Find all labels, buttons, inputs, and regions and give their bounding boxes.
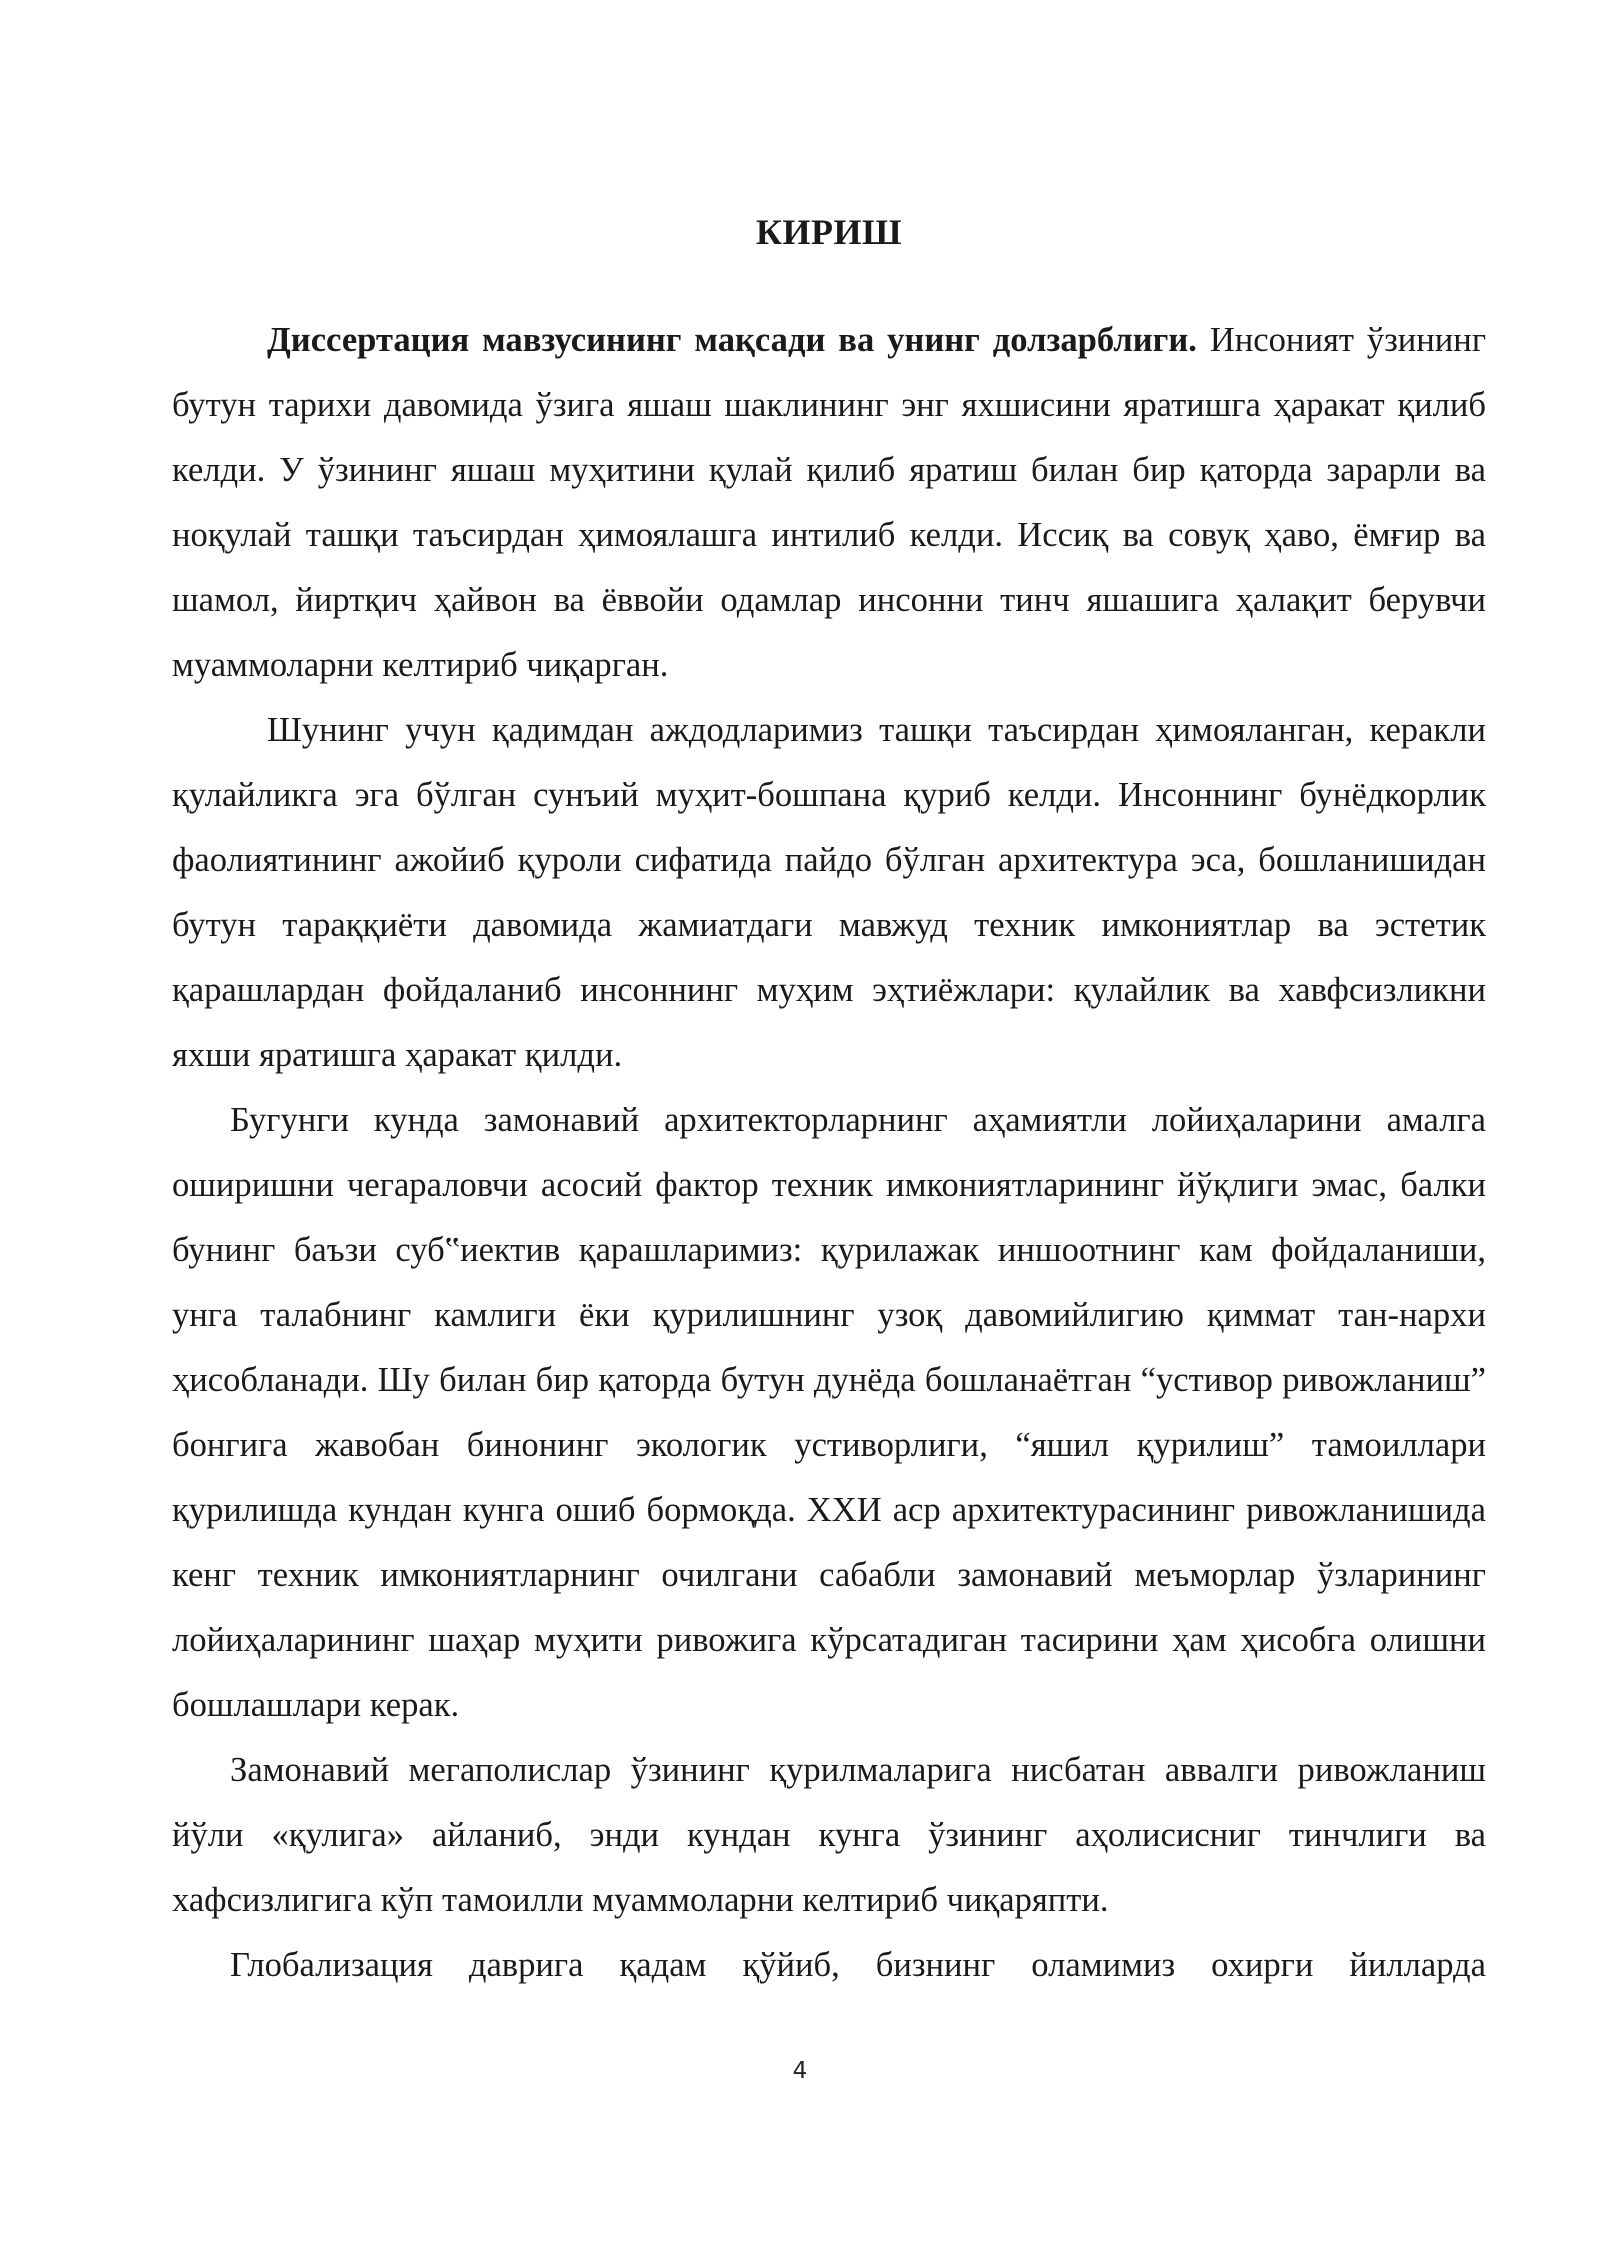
page-title: КИРИШ [755,212,903,252]
document-body [172,208,1486,1998]
page-number: 4 [792,2058,808,2084]
paragraph-1-lead: Диссертация мавзусининг мақсади ва унинг долзарблиги. [267,321,1197,359]
paragraph-2: Шунинг учун қадимдан аждодларимиз ташқи таъсирдан ҳимояланган, керакли қулайликга эга бўлган сунъий муҳит-бошпана қуриб келди. Инсоннинг бунёдкорлик фаолиятининг ажойиб қуроли сифатида пайдо бўлган архитектура эса, бошланишидан бутун тараққиёти давомида жамиатдаги мавжуд техник имкониятлар ва эстетик қарашлардан фойдаланиб инсоннинг муҳим эҳтиёжлари: қулайлик ва хавфсизликни яхши яратишга ҳаракат қилди. [172,711,1486,1074]
paragraph-5: Глобализация даврига қадам қўйиб, бизнинг оламимиз охирги йилларда [230,1946,1486,1984]
paragraph-1 [172,308,1486,698]
paragraph-4: Замонавий мегаполислар ўзининг қурилмаларига нисбатан аввалги ривожланиш йўли «қулига» айланиб, энди кундан кунга ўзининг аҳолисисниг тинчлиги ва хафсизлигига кўп тамоилли муаммоларни келтириб чиқаряпти. [172,1751,1486,1919]
paragraph-1-text: Инсоният ўзининг бутун тарихи давомида ўзига яшаш шаклининг энг яхшисини яратишга ҳаракат қилиб келди. У ўзининг яшаш муҳитини қулай қилиб яратиш билан бир қаторда зарарли ва ноқулай ташқи таъсирдан ҳимоялашга интилиб келди. Иссиқ ва совуқ ҳаво, ёмғир ва шамол, йиртқич ҳайвон ва ёввойи одамлар инсонни тинч яшашига ҳалақит берувчи муаммоларни келтириб чиқарган. [172,321,1486,684]
paragraph-3: Бугунги кунда замонавий архитекторларнинг аҳамиятли лойиҳаларини амалга оширишни чегараловчи асосий фактор техник имкониятларининг йўқлиги эмас, балки бунинг баъзи суб‟иектив қарашларимиз: қурилажак иншоотнинг кам фойдаланиши, унга талабнинг камлиги ёки қурилишнинг узоқ давомийлигию қиммат тан-нархи ҳисобланади. Шу билан бир қаторда бутун дунёда бошланаётган “устивор ривожланиш” бонгига жавобан бинонинг экологик устиворлиги, “яшил қурилиш” тамоиллари қурилишда кундан кунга ошиб бормоқда. XXИ аср архитектурасининг ривожланишида кенг техник имкониятларнинг очилгани сабабли замонавий меъморлар ўзларининг лойиҳаларининг шаҳар муҳити ривожига кўрсатадиган тасирини ҳам ҳисобга олишни бошлашлари керак. [172,1101,1486,1724]
